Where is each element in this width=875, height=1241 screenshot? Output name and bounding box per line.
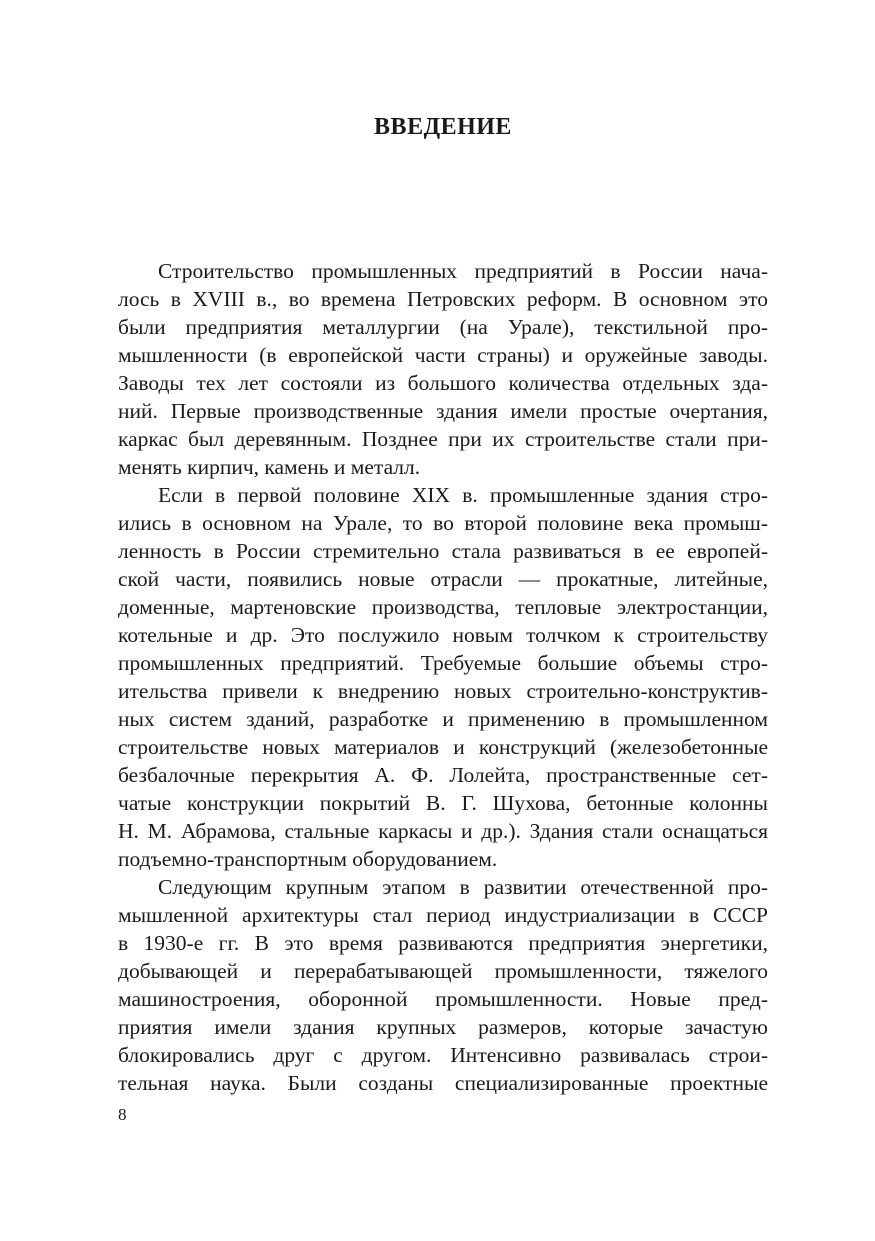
text-line: подъемно-транспортным оборудованием. — [118, 847, 498, 871]
text-line: котельные и др. Это послужило новым толчком к строительству — [118, 623, 768, 647]
text-line: машиностроения, оборонной промышленности. Новые пред- — [118, 987, 768, 1011]
text-line: Если в первой половине XIX в. промышленные здания стро- — [158, 483, 768, 507]
text-line: ных систем зданий, разработке и применению в промышленном — [118, 707, 768, 731]
text-line: ительства привели к внедрению новых строительно-конструктив- — [118, 679, 768, 703]
text-line: строительстве новых материалов и конструкций (железобетонные — [118, 735, 768, 759]
text-line: Строительство промышленных предприятий в России нача- — [158, 259, 768, 283]
text-line: в 1930-е гг. В это время развиваются предприятия энергетики, — [118, 931, 768, 955]
text-line: были предприятия металлургии (на Урале), текстильной про- — [118, 315, 768, 339]
text-line: Н. М. Абрамова, стальные каркасы и др.). Здания стали оснащаться — [118, 819, 768, 843]
text-line: безбалочные перекрытия А. Ф. Лолейта, пространственные сет- — [118, 763, 768, 787]
text-line: ской части, появились новые отрасли — прокатные, литейные, — [118, 567, 768, 591]
text-line: Следующим крупным этапом в развитии отечественной про- — [158, 875, 768, 899]
text-line: добывающей и перерабатывающей промышленности, тяжелого — [118, 959, 768, 983]
text-line: чатые конструкции покрытий В. Г. Шухова, бетонные колонны — [118, 791, 768, 815]
text-line: менять кирпич, камень и металл. — [118, 455, 421, 479]
text-line: лось в XVIII в., во времена Петровских реформ. В основном это — [118, 287, 768, 311]
text-line: доменные, мартеновские производства, тепловые электростанции, — [118, 595, 768, 619]
text-line: промышленных предприятий. Требуемые большие объемы стро- — [118, 651, 768, 675]
chapter-title: ВВЕДЕНИЕ — [374, 114, 512, 140]
text-line: мышленной архитектуры стал период индустриализации в СССР — [118, 903, 768, 927]
text-line: мышленности (в европейской части страны) и оружейные заводы. — [118, 343, 768, 367]
text-line: блокировались друг с другом. Интенсивно развивалась строи- — [118, 1043, 768, 1067]
text-line: ний. Первые производственные здания имели простые очертания, — [118, 399, 768, 423]
text-line: ленность в России стремительно стала развиваться в ее европей- — [118, 539, 768, 563]
text-line: тельная наука. Были созданы специализированные проектные — [118, 1071, 768, 1095]
text-line: Заводы тех лет состояли из большого количества отдельных зда- — [118, 371, 768, 395]
text-line: приятия имели здания крупных размеров, которые зачастую — [118, 1015, 768, 1039]
page-number: 8 — [118, 1105, 127, 1124]
text-line: ились в основном на Урале, то во второй половине века промыш- — [118, 511, 768, 535]
text-line: каркас был деревянным. Позднее при их строительстве стали при- — [118, 427, 768, 451]
